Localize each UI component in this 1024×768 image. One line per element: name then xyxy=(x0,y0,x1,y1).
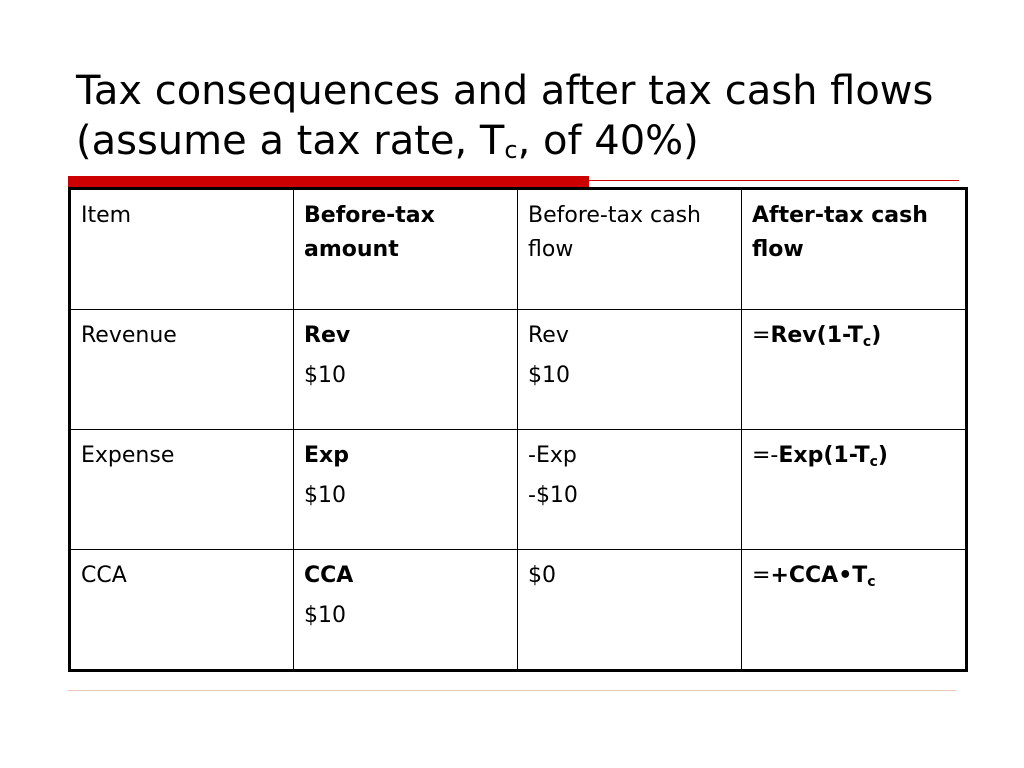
footer-divider xyxy=(68,690,956,691)
tax-cash-flow-table xyxy=(68,187,968,672)
cell-label: Rev xyxy=(304,323,351,348)
cell-value: $10 xyxy=(304,603,346,628)
table-row-revenue xyxy=(70,310,967,430)
formula-prefix: = xyxy=(752,563,771,588)
cell-before-tax-cash-flow xyxy=(518,430,742,550)
slide-title xyxy=(76,66,976,166)
table-row-expense xyxy=(70,430,967,550)
formula-main: +CCA•T xyxy=(770,563,868,588)
cell-label: -Exp xyxy=(528,443,577,468)
formula-main: Exp(1-T xyxy=(778,443,870,468)
formula-subscript: c xyxy=(867,574,876,590)
formula-main: Rev(1-T xyxy=(770,323,863,348)
cell-item: Expense xyxy=(70,430,294,550)
slide-title-subscript: c xyxy=(504,136,518,164)
cell-after-tax-cash-flow xyxy=(742,310,967,430)
header-before-tax-cash-flow: Before-tax cash flow xyxy=(518,189,742,310)
table-row-cca xyxy=(70,550,967,671)
slide-title-main: Tax consequences and after tax cash flows (assume a tax rate, T xyxy=(76,68,934,164)
cell-before-tax-cash-flow xyxy=(518,310,742,430)
cell-label: Rev xyxy=(528,323,569,348)
formula-prefix: = xyxy=(752,323,771,348)
cell-label: Exp xyxy=(304,443,349,468)
cell-value: -$10 xyxy=(528,483,578,508)
cell-label: CCA xyxy=(304,563,354,588)
cell-before-tax-amount xyxy=(294,430,518,550)
formula-subscript: c xyxy=(862,334,872,350)
formula-subscript: c xyxy=(869,454,878,470)
cell-before-tax-amount xyxy=(294,310,518,430)
formula-prefix: =- xyxy=(752,443,779,468)
cell-item: Revenue xyxy=(70,310,294,430)
title-underline-thick xyxy=(68,176,589,187)
title-underline-thin xyxy=(589,180,959,181)
header-item: Item xyxy=(70,189,294,310)
slide-title-tail: , of 40%) xyxy=(517,118,699,164)
cell-before-tax-amount xyxy=(294,550,518,671)
header-before-tax-amount: Before-tax amount xyxy=(294,189,518,310)
formula-tail: ) xyxy=(877,443,888,468)
header-after-tax-cash-flow: After-tax cash flow xyxy=(742,189,967,310)
cell-value: $10 xyxy=(528,363,570,388)
cell-value: $10 xyxy=(304,363,346,388)
formula-tail: ) xyxy=(871,323,882,348)
cell-after-tax-cash-flow xyxy=(742,550,967,671)
cell-item: CCA xyxy=(70,550,294,671)
cell-value: $10 xyxy=(304,483,346,508)
cell-label: $0 xyxy=(528,563,556,588)
cell-after-tax-cash-flow xyxy=(742,430,967,550)
table-header-row xyxy=(70,189,967,310)
cell-before-tax-cash-flow xyxy=(518,550,742,671)
